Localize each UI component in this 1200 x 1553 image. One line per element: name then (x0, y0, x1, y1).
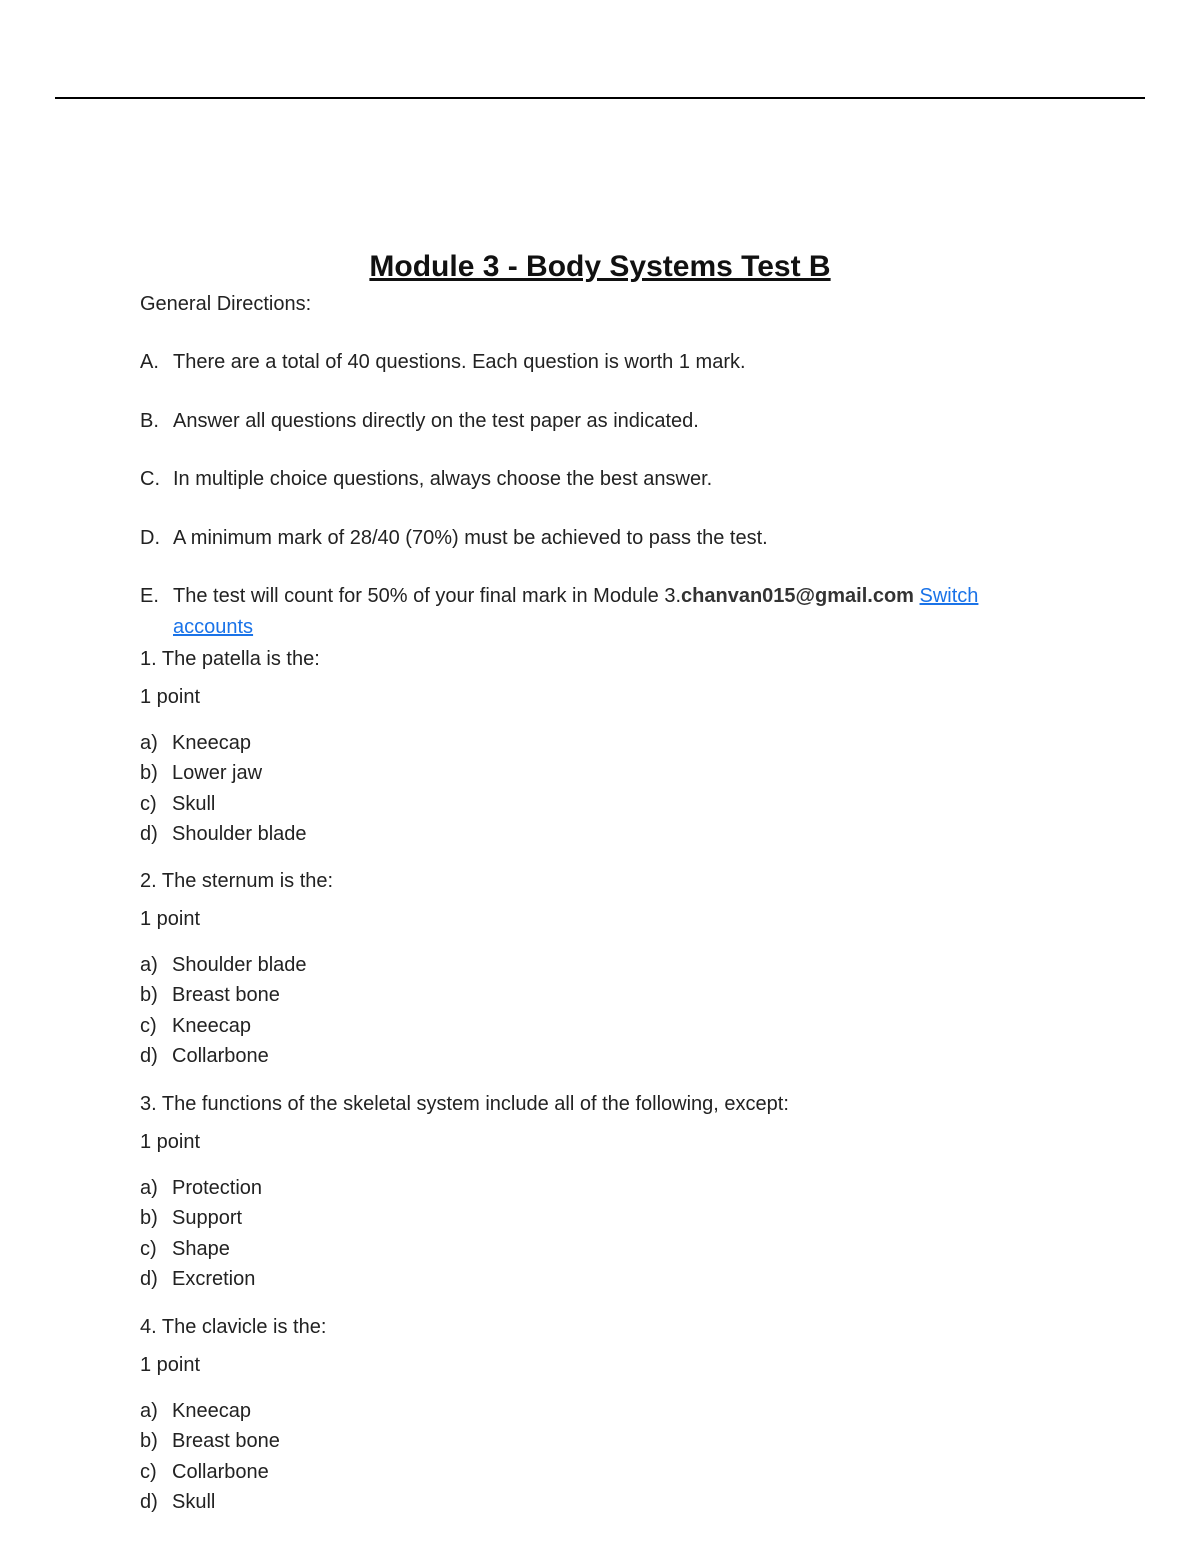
option-text: Kneecap (172, 1014, 251, 1037)
option-text: Shoulder blade (172, 822, 307, 845)
direction-letter: E. (140, 585, 159, 607)
option-text: Protection (172, 1177, 263, 1199)
question-text: 1. The patella is the: (140, 648, 320, 670)
option-text: Kneecap (172, 732, 251, 754)
option-letter: c) (140, 1237, 157, 1260)
option-text: Lower jaw (172, 762, 263, 785)
direction-text: There are a total of 40 questions. Each question is worth 1 mark. (173, 351, 746, 373)
option-letter: c) (140, 1460, 157, 1483)
question-text: 4. The clavicle is the: (140, 1316, 327, 1338)
option-letter: c) (140, 1014, 157, 1037)
direction-text: Answer all questions directly on the test paper as indicated. (173, 410, 699, 432)
page-title: Module 3 - Body Systems Test B (369, 250, 831, 283)
option-letter: d) (140, 1044, 158, 1067)
option-letter: b) (140, 1430, 158, 1453)
option-text: Excretion (172, 1267, 256, 1290)
option-letter: d) (140, 1490, 158, 1513)
option-letter: c) (140, 792, 157, 815)
option-text: Skull (172, 792, 216, 815)
option-letter: d) (140, 822, 158, 845)
direction-text: In multiple choice questions, always choose the best answer. (173, 468, 713, 490)
option-letter: a) (140, 954, 158, 976)
option-text: Breast bone (172, 1430, 280, 1453)
option-letter: a) (140, 1400, 158, 1422)
question-points: 1 point (140, 1354, 201, 1376)
option-letter: a) (140, 732, 158, 754)
option-letter: b) (140, 1207, 158, 1230)
option-letter: a) (140, 1177, 158, 1199)
direction-item-d (140, 523, 1053, 554)
question-text: 3. The functions of the skeletal system include all of the following, except: (140, 1093, 789, 1115)
directions-heading: General Directions: (140, 293, 312, 315)
question-points: 1 point (140, 1131, 201, 1153)
question-points: 1 point (140, 686, 201, 708)
option-text: Shoulder blade (172, 954, 307, 976)
direction-item-e (140, 581, 1053, 643)
direction-text: A minimum mark of 28/40 (70%) must be achieved to pass the test. (173, 527, 768, 549)
option-letter: d) (140, 1267, 158, 1290)
direction-item-a (140, 347, 1053, 378)
direction-item-b (140, 406, 1053, 437)
direction-letter: A. (140, 351, 159, 373)
direction-text: The test will count for 50% of your final mark in Module 3. (173, 585, 682, 607)
option-letter: b) (140, 984, 158, 1007)
question-text: 2. The sternum is the: (140, 870, 334, 892)
option-text: Collarbone (172, 1044, 269, 1067)
account-email: chanvan015@gmail.com (681, 585, 914, 607)
option-text: Breast bone (172, 984, 280, 1007)
direction-letter: D. (140, 527, 160, 549)
option-text: Support (172, 1207, 243, 1230)
option-text: Collarbone (172, 1460, 269, 1483)
direction-letter: C. (140, 468, 160, 490)
header-rule (55, 97, 1145, 99)
direction-letter: B. (140, 410, 159, 432)
option-letter: b) (140, 762, 158, 785)
direction-text-e (173, 581, 1053, 643)
option-text: Skull (172, 1490, 216, 1513)
question-points: 1 point (140, 908, 201, 930)
direction-item-c (140, 464, 1053, 495)
switch-accounts-link[interactable]: Switch accounts (173, 585, 979, 638)
option-text: Kneecap (172, 1400, 251, 1422)
option-text: Shape (172, 1237, 230, 1260)
